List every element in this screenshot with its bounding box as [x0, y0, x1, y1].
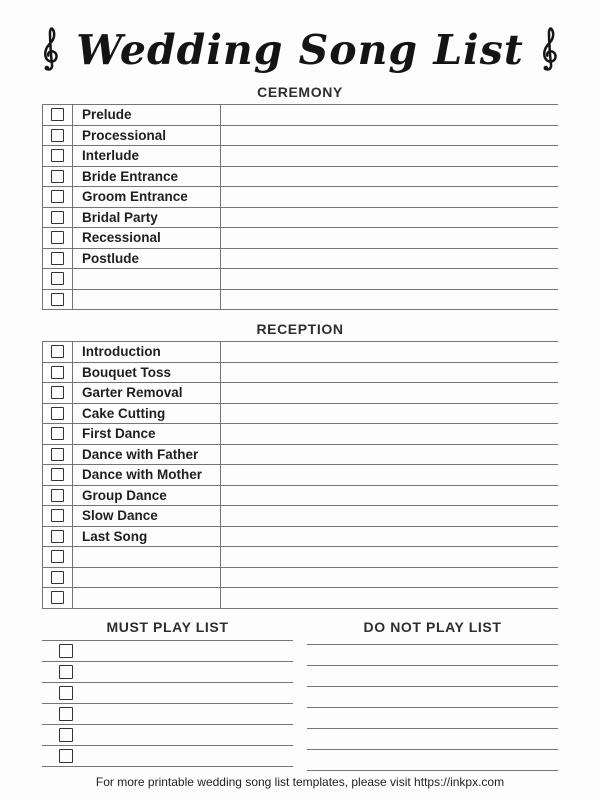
table-row: [43, 187, 558, 208]
checkbox[interactable]: [51, 108, 64, 121]
ceremony-heading: CEREMONY: [257, 84, 343, 100]
checkbox-cell: [43, 342, 73, 362]
song-name-cell: [221, 146, 558, 166]
song-name-cell: [221, 342, 558, 362]
song-slot-label: Bridal Party: [73, 208, 221, 228]
checkbox[interactable]: [51, 170, 64, 183]
table-row: [43, 568, 558, 589]
checkbox[interactable]: [59, 686, 73, 700]
song-slot-label: [73, 588, 221, 608]
song-slot-label: Recessional: [73, 228, 221, 248]
checkbox[interactable]: [51, 386, 64, 399]
song-slot-label: Bride Entrance: [73, 167, 221, 187]
song-slot-label: Introduction: [73, 342, 221, 362]
checkbox[interactable]: [51, 591, 64, 604]
song-slot-label: Bouquet Toss: [73, 363, 221, 383]
checkbox-cell: [43, 187, 73, 207]
song-slot-label: Prelude: [73, 105, 221, 125]
table-row: [43, 486, 558, 507]
checkbox-cell: [43, 249, 73, 269]
song-name-cell: [221, 187, 558, 207]
reception-table: [42, 341, 558, 609]
checkbox[interactable]: [51, 293, 64, 306]
checkbox-cell: [43, 404, 73, 424]
song-slot-label: Postlude: [73, 249, 221, 269]
song-name-cell: [221, 424, 558, 444]
checkbox-cell: [43, 269, 73, 289]
song-name-cell: [221, 527, 558, 547]
song-name-cell: [221, 105, 558, 125]
checkbox-cell: [43, 424, 73, 444]
song-slot-label: [73, 290, 221, 310]
checkbox[interactable]: [59, 707, 73, 721]
song-name-cell: [221, 506, 558, 526]
checkbox[interactable]: [59, 644, 73, 658]
page-title-row: [0, 22, 600, 78]
must-play-rows: [42, 640, 293, 767]
table-row: [43, 290, 558, 311]
checkbox-cell: [43, 547, 73, 567]
treble-clef-icon: [538, 25, 561, 75]
song-slot-label: Dance with Father: [73, 445, 221, 465]
table-row: [43, 342, 558, 363]
checkbox-cell: [43, 588, 73, 608]
song-name-cell: [221, 269, 558, 289]
song-slot-label: First Dance: [73, 424, 221, 444]
table-row: [43, 269, 558, 290]
checkbox[interactable]: [51, 407, 64, 420]
checkbox[interactable]: [59, 728, 73, 742]
song-slot-label: [73, 547, 221, 567]
do-not-play-rows: [307, 644, 558, 771]
play-list-row: [42, 704, 293, 725]
song-name-cell: [221, 568, 558, 588]
checkbox-cell: [43, 527, 73, 547]
play-list-row: [307, 666, 558, 687]
song-slot-label: Interlude: [73, 146, 221, 166]
table-row: [43, 588, 558, 609]
must-play-list: [42, 619, 293, 771]
song-name-cell: [221, 228, 558, 248]
song-name-cell: [221, 383, 558, 403]
checkbox[interactable]: [51, 149, 64, 162]
checkbox[interactable]: [59, 749, 73, 763]
checkbox[interactable]: [51, 252, 64, 265]
play-lists-section: [42, 619, 558, 771]
song-slot-label: [73, 269, 221, 289]
checkbox-cell: [43, 506, 73, 526]
table-row: [43, 167, 558, 188]
song-slot-label: Slow Dance: [73, 506, 221, 526]
song-name-cell: [221, 547, 558, 567]
song-name-cell: [221, 167, 558, 187]
play-list-row: [307, 708, 558, 729]
checkbox[interactable]: [51, 345, 64, 358]
do-not-play-heading: DO NOT PLAY LIST: [363, 618, 502, 635]
table-row: [43, 424, 558, 445]
checkbox-cell: [43, 208, 73, 228]
reception-heading: RECEPTION: [256, 321, 344, 337]
song-slot-label: Groom Entrance: [73, 187, 221, 207]
treble-clef-icon: [39, 25, 62, 75]
table-row: [43, 105, 558, 126]
table-row: [43, 146, 558, 167]
checkbox[interactable]: [51, 550, 64, 563]
must-play-heading: MUST PLAY LIST: [106, 618, 229, 635]
checkbox[interactable]: [51, 427, 64, 440]
checkbox-cell: [43, 363, 73, 383]
checkbox[interactable]: [51, 129, 64, 142]
checkbox[interactable]: [51, 448, 64, 461]
song-slot-label: Group Dance: [73, 486, 221, 506]
checkbox[interactable]: [51, 530, 64, 543]
checkbox[interactable]: [51, 231, 64, 244]
checkbox-cell: [43, 228, 73, 248]
footer-note: For more printable wedding song list templates, please visit https://inkpx.com: [95, 774, 505, 789]
checkbox-cell: [43, 105, 73, 125]
play-list-row: [42, 641, 293, 662]
song-name-cell: [221, 588, 558, 608]
play-list-row: [42, 725, 293, 746]
song-name-cell: [221, 445, 558, 465]
checkbox-cell: [43, 126, 73, 146]
checkbox[interactable]: [51, 190, 64, 203]
table-row: [43, 249, 558, 270]
song-name-cell: [221, 249, 558, 269]
checkbox[interactable]: [51, 489, 64, 502]
song-name-cell: [221, 404, 558, 424]
checkbox[interactable]: [51, 468, 64, 481]
song-slot-label: Last Song: [73, 527, 221, 547]
table-row: [43, 445, 558, 466]
song-slot-label: Processional: [73, 126, 221, 146]
play-list-row: [42, 683, 293, 704]
checkbox-cell: [43, 465, 73, 485]
table-row: [43, 527, 558, 548]
checkbox[interactable]: [51, 571, 64, 584]
song-slot-label: Dance with Mother: [73, 465, 221, 485]
play-list-row: [42, 662, 293, 683]
song-name-cell: [221, 465, 558, 485]
song-name-cell: [221, 126, 558, 146]
song-name-cell: [221, 290, 558, 310]
table-row: [43, 363, 558, 384]
checkbox-cell: [43, 486, 73, 506]
do-not-play-list: [307, 619, 558, 771]
checkbox-cell: [43, 167, 73, 187]
checkbox-cell: [43, 383, 73, 403]
song-name-cell: [221, 208, 558, 228]
play-list-row: [307, 645, 558, 666]
checkbox[interactable]: [51, 272, 64, 285]
table-row: [43, 465, 558, 486]
table-row: [43, 208, 558, 229]
ceremony-table: [42, 104, 558, 310]
table-row: [43, 506, 558, 527]
table-row: [43, 547, 558, 568]
checkbox-cell: [43, 445, 73, 465]
song-slot-label: Garter Removal: [73, 383, 221, 403]
table-row: [43, 383, 558, 404]
song-name-cell: [221, 486, 558, 506]
song-slot-label: Cake Cutting: [73, 404, 221, 424]
play-list-row: [307, 687, 558, 708]
play-list-row: [307, 750, 558, 771]
table-row: [43, 404, 558, 425]
table-row: [43, 126, 558, 147]
song-name-cell: [221, 363, 558, 383]
song-slot-label: [73, 568, 221, 588]
checkbox[interactable]: [51, 509, 64, 522]
checkbox[interactable]: [51, 211, 64, 224]
page-title: Wedding Song List: [76, 25, 524, 74]
checkbox-cell: [43, 146, 73, 166]
checkbox[interactable]: [51, 366, 64, 379]
table-row: [43, 228, 558, 249]
checkbox-cell: [43, 568, 73, 588]
play-list-row: [307, 729, 558, 750]
checkbox[interactable]: [59, 665, 73, 679]
play-list-row: [42, 746, 293, 767]
checkbox-cell: [43, 290, 73, 310]
